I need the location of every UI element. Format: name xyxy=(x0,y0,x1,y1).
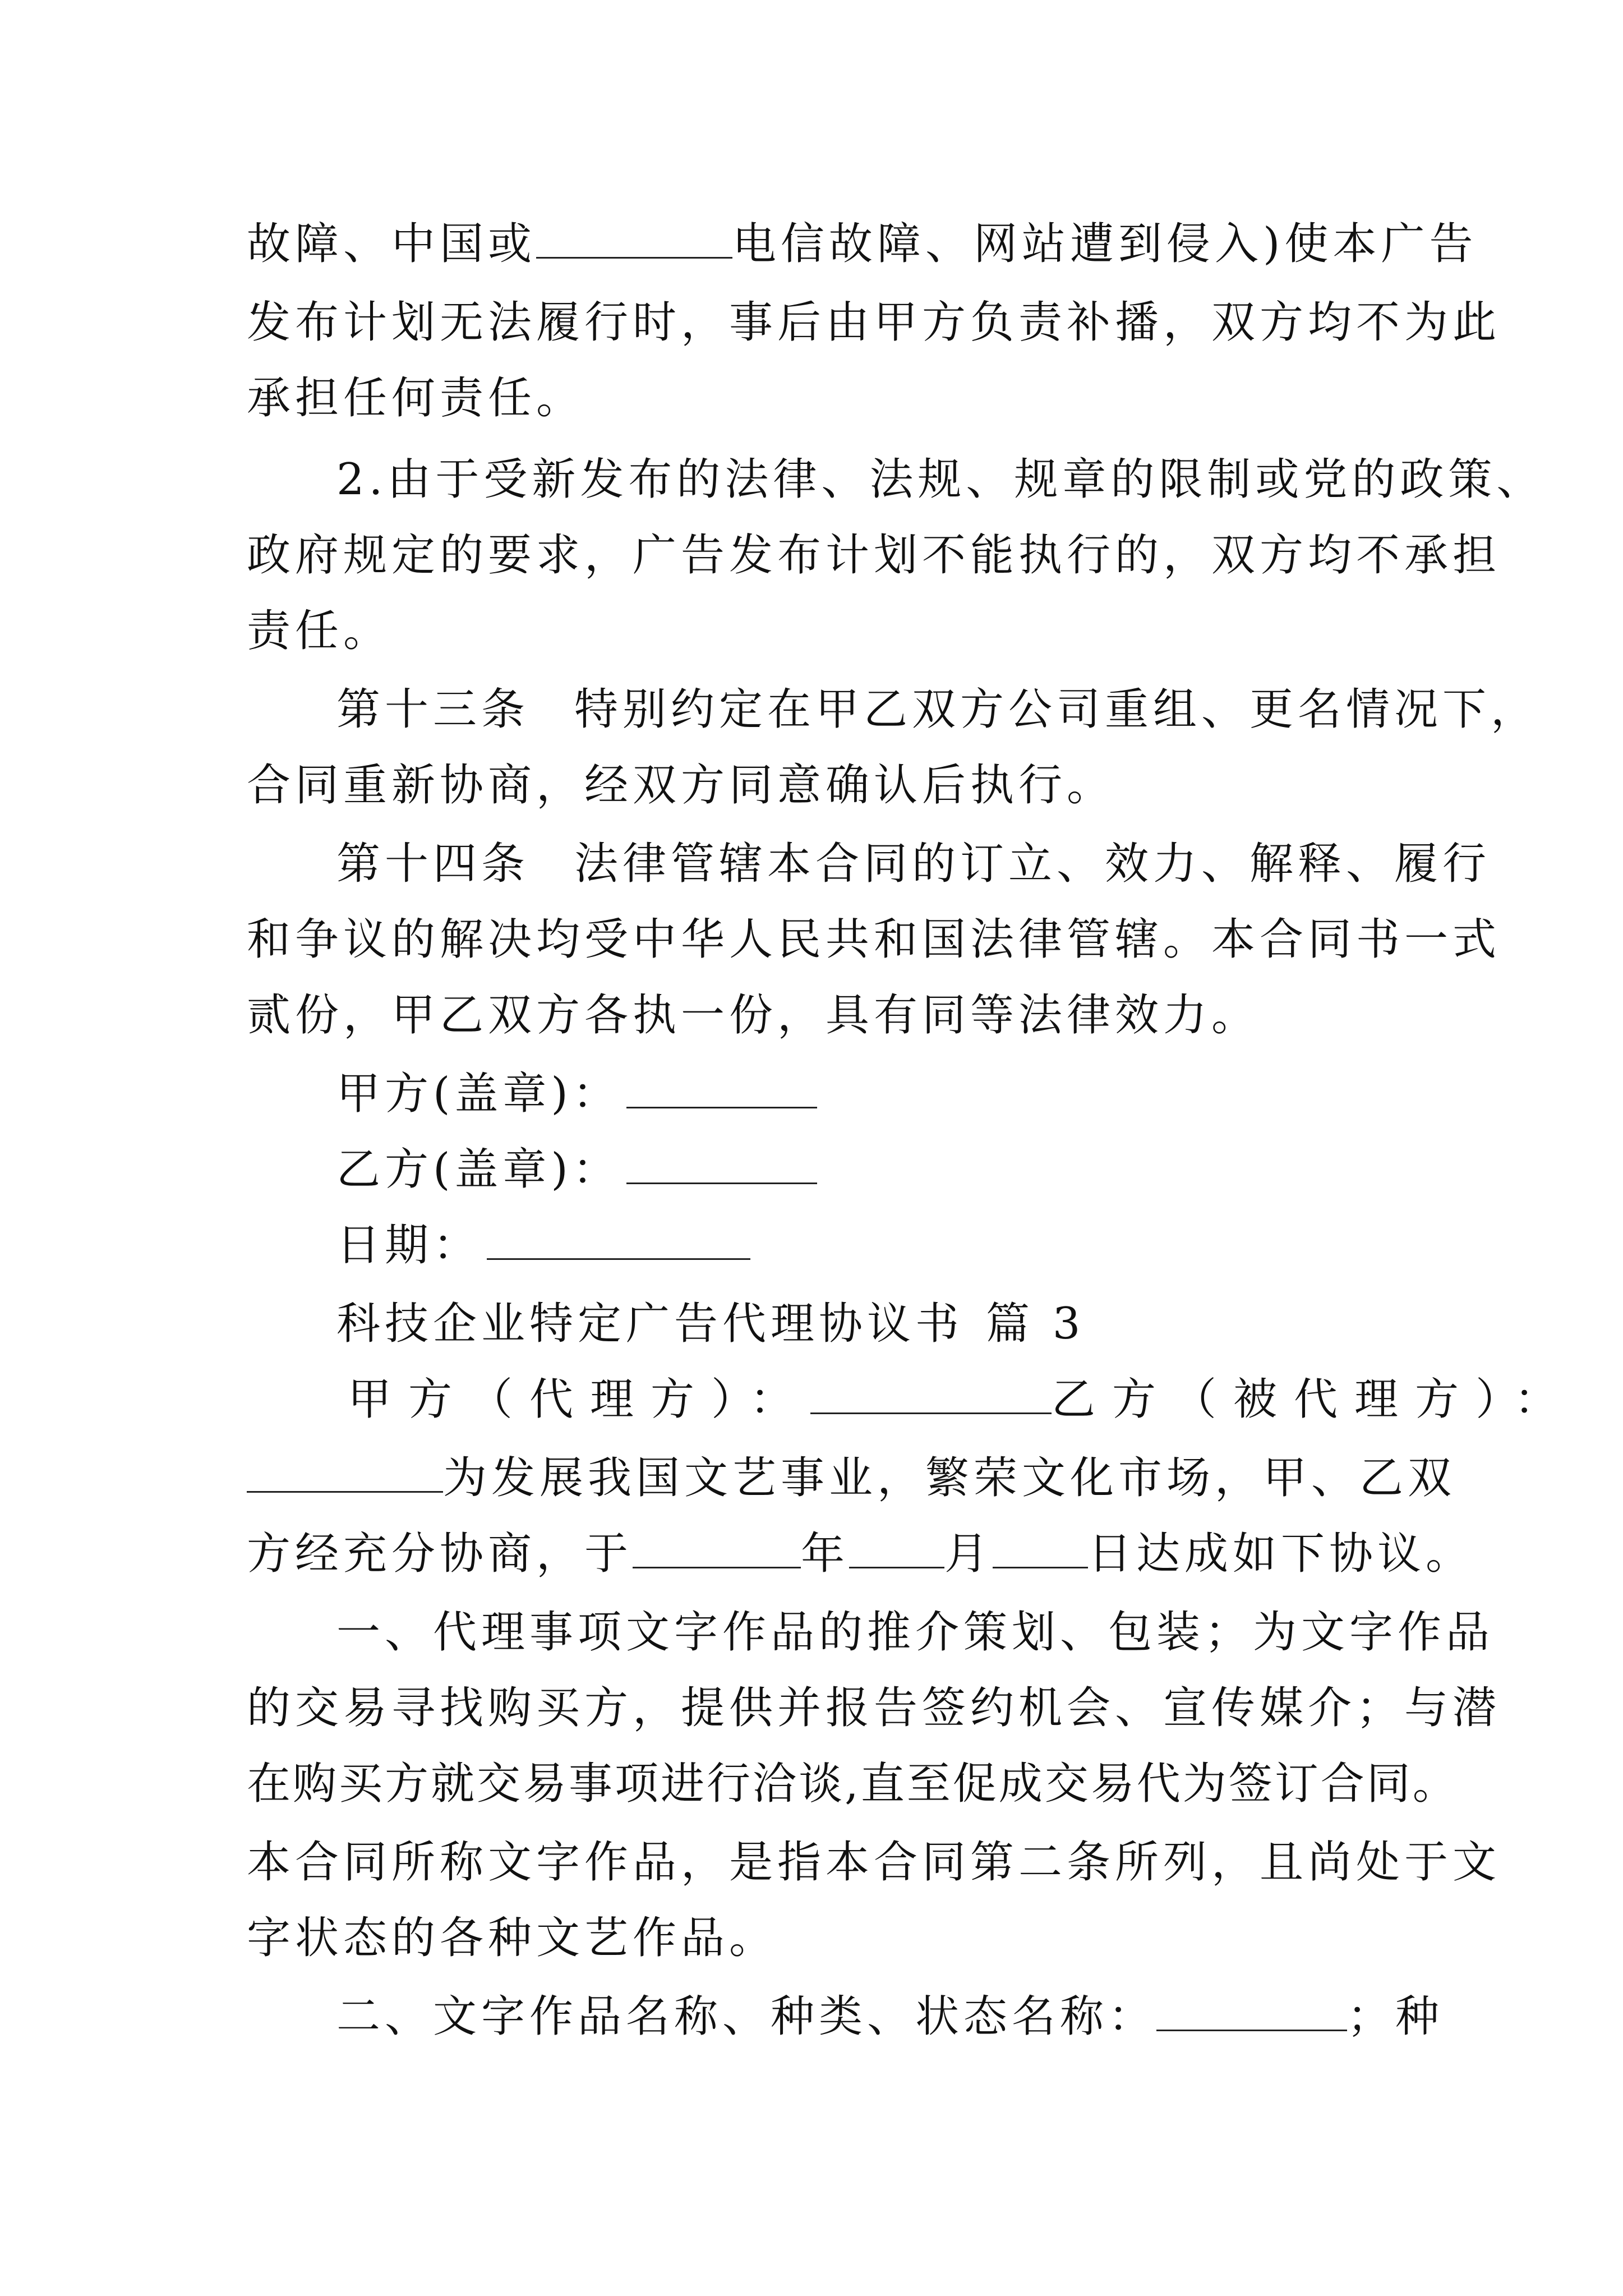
fill-in-blank[interactable] xyxy=(1156,1990,1347,2031)
section-title: 科技企业特定广告代理协议书 篇 3 xyxy=(336,1299,1085,1349)
text-line: 本合同所称文字作品，是指本合同第二条所列，且尚处于文 xyxy=(247,1837,1501,1888)
text-line: 字状态的各种文艺作品。 xyxy=(247,1913,778,1963)
signature-blank[interactable] xyxy=(626,1143,817,1184)
text-line: 和争议的解决均受中华人民共和国法律管辖。本合同书一式 xyxy=(247,914,1501,965)
fill-in-blank[interactable] xyxy=(536,218,732,259)
text-line: 为发展我国文艺事业，繁荣文化市场，甲、乙双 xyxy=(247,1447,1391,1509)
text-line: 的交易寻找购买方，提供并报告签约机会、宣传媒介；与潜 xyxy=(247,1683,1501,1733)
signature-blank[interactable] xyxy=(626,1068,817,1108)
day-blank[interactable] xyxy=(993,1527,1088,1568)
signature-party-a: 甲方(盖章)： xyxy=(336,1063,1481,1125)
date-line: 日期： xyxy=(336,1214,1481,1276)
text-line: 故障、中国或 电信故障、网站遭到侵入)使本广告 xyxy=(247,219,1478,269)
month-blank[interactable] xyxy=(849,1527,944,1568)
text-line: 二、文字作品名称、种类、状态名称： ；种 xyxy=(336,1991,1444,2042)
text-line: 承担任何责任。 xyxy=(247,373,585,424)
text-line: 贰份，甲乙双方各执一份，具有同等法律效力。 xyxy=(247,990,1260,1041)
fill-in-blank[interactable] xyxy=(247,1452,443,1493)
signature-party-b: 乙方(盖章)： xyxy=(336,1139,1481,1200)
fill-in-blank[interactable] xyxy=(810,1373,1052,1414)
clause-heading: 第十四条 法律管辖本合同的订立、效力、解释、履行 xyxy=(336,839,1491,889)
text-line: 2.由于受新发布的法律、法规、规章的限制或党的政策、 xyxy=(336,454,1545,505)
clause-heading: 第十三条 特别约定在甲乙双方公司重组、更名情况下， xyxy=(336,684,1539,735)
text-line: 在购买方就交易事项进行洽谈,直至促成交易代为签订合同。 xyxy=(247,1759,1459,1809)
text-line: 责任。 xyxy=(247,606,392,656)
text-line: 发布计划无法履行时，事后由甲方负责补播，双方均不为此 xyxy=(247,297,1501,348)
parties-line: 甲方（代理方）： 乙方（被代理方）： xyxy=(348,1374,1575,1425)
text-line: 政府规定的要求，广告发布计划不能执行的，双方均不承担 xyxy=(247,530,1501,581)
year-blank[interactable] xyxy=(633,1527,801,1568)
text-line: 一、代理事项文字作品的推介策划、包装；为文字作品 xyxy=(336,1607,1495,1658)
date-blank[interactable] xyxy=(487,1219,750,1260)
text-line: 方经充分协商，于 年 月 日达成如下协议。 xyxy=(247,1529,1474,1579)
text-line: 合同重新协商，经双方同意确认后执行。 xyxy=(247,760,1115,811)
